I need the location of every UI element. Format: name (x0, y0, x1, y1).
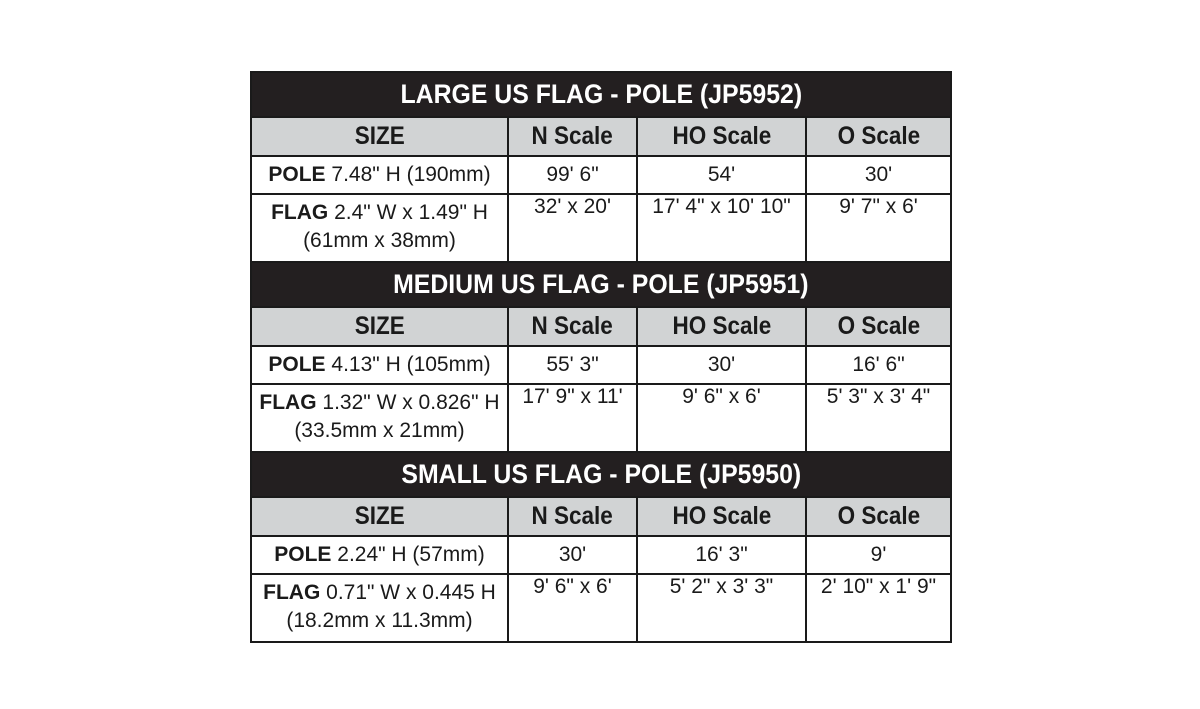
header-ho-scale: HO Scale (637, 117, 806, 156)
flag-n-cell: 17' 9" x 11' (508, 384, 637, 452)
header-ho-scale: HO Scale (637, 497, 806, 536)
flag-size-cell: FLAG 1.32" W x 0.826" H (33.5mm x 21mm) (251, 384, 508, 452)
pole-o-cell: 16' 6" (806, 346, 951, 384)
column-header-row (251, 307, 951, 346)
column-header-row (251, 497, 951, 536)
section-title: SMALL US FLAG - POLE (JP5950) (251, 452, 951, 497)
header-size: SIZE (251, 117, 508, 156)
pole-o-cell: 9' (806, 536, 951, 574)
pole-size-cell: POLE 2.24" H (57mm) (251, 536, 508, 574)
header-o-scale: O Scale (806, 497, 951, 536)
header-n-scale: N Scale (508, 497, 637, 536)
pole-o-cell: 30' (806, 156, 951, 194)
pole-n-cell: 30' (508, 536, 637, 574)
flag-pole-scale-chart (250, 71, 950, 643)
scale-table (250, 71, 952, 643)
flag-ho-cell: 17' 4" x 10' 10" (637, 194, 806, 262)
flag-o-cell: 9' 7" x 6' (806, 194, 951, 262)
header-n-scale: N Scale (508, 117, 637, 156)
pole-n-cell: 55' 3" (508, 346, 637, 384)
pole-size-cell: POLE 7.48" H (190mm) (251, 156, 508, 194)
column-header-row (251, 117, 951, 156)
section-title: LARGE US FLAG - POLE (JP5952) (251, 72, 951, 117)
pole-ho-cell: 30' (637, 346, 806, 384)
flag-o-cell: 5' 3" x 3' 4" (806, 384, 951, 452)
flag-n-cell: 9' 6" x 6' (508, 574, 637, 642)
flag-size-cell: FLAG 2.4" W x 1.49" H (61mm x 38mm) (251, 194, 508, 262)
flag-size-cell: FLAG 0.71" W x 0.445 H (18.2mm x 11.3mm) (251, 574, 508, 642)
header-o-scale: O Scale (806, 117, 951, 156)
flag-n-cell: 32' x 20' (508, 194, 637, 262)
pole-size-cell: POLE 4.13" H (105mm) (251, 346, 508, 384)
section-title-row (251, 452, 951, 497)
pole-row (251, 536, 951, 574)
section-title-row (251, 72, 951, 117)
header-size: SIZE (251, 307, 508, 346)
header-n-scale: N Scale (508, 307, 637, 346)
section-title: MEDIUM US FLAG - POLE (JP5951) (251, 262, 951, 307)
section-title-row (251, 262, 951, 307)
header-o-scale: O Scale (806, 307, 951, 346)
pole-ho-cell: 54' (637, 156, 806, 194)
flag-ho-cell: 9' 6" x 6' (637, 384, 806, 452)
flag-row (251, 384, 951, 452)
flag-row (251, 574, 951, 642)
pole-row (251, 156, 951, 194)
flag-ho-cell: 5' 2" x 3' 3" (637, 574, 806, 642)
pole-ho-cell: 16' 3" (637, 536, 806, 574)
header-size: SIZE (251, 497, 508, 536)
flag-o-cell: 2' 10" x 1' 9" (806, 574, 951, 642)
flag-row (251, 194, 951, 262)
pole-row (251, 346, 951, 384)
pole-n-cell: 99' 6" (508, 156, 637, 194)
header-ho-scale: HO Scale (637, 307, 806, 346)
